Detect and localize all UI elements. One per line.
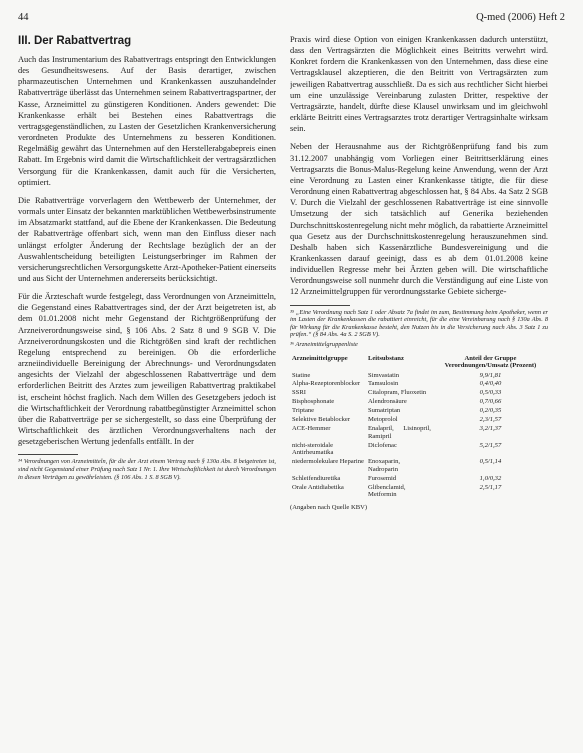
lead-substance-cell: Tamsulosin bbox=[367, 380, 399, 388]
footnote: ³⁵ „Eine Verordnung nach Satz 1 oder Absatz 7a findet im zum, Bestimmung beim Apotheker, wenn er im Lasten der Krankenkassen die rabattiert einreicht, für die eine Vereinbarung nach § 130a Abs. 8 für Wirkung für die Krankenkasse besteht, den Nutzen bis in die Versicherung nach Abs. 3 Satz 1 zu prüfen.“ (§ 84 Abs. 4a S. 2 SGB V). bbox=[290, 308, 548, 339]
share-cell: 9,9/1,81 bbox=[479, 371, 502, 379]
share-cell: 1,0/0,32 bbox=[479, 474, 502, 482]
footnote-divider bbox=[290, 305, 350, 306]
body-paragraph: Für die Ärzteschaft wurde festgelegt, dass Verordnungen von Arzneimitteln, die Gegenstand eines Rabattvertrages sind, der der Arzt beigetreten ist, ab dem 01.01.2008 nicht mehr Gegenstand der Richtgrößenprüfung der Arzneiverordnungsweise sind, § 106 Abs. 2 Satz 8 und 9 SGB V. Die Arzneiverordnungskosten und die Richtgrößen sind kraft der rechtlichen Regelung entsprechend zu bereinigen. Ob die erforderliche arzneiindividuelle Bereinigung der Abrechnungs- und Verordnungsdaten angesichts der Vielzahl der abgeschlossenen Rabattverträge und dem erforderlichen Beitritt des Arztes zum jeweiligen Rabattvertrag praktikabel ist, erscheint höchst fraglich. Nach dem Willen des Gesetzgebers jedoch ist die Wirtschaftlichkeit der Verordnung rabattbegünstigter Arzneimittel schon über die Rabattverträge per se sichergestellt, so dass eine Überprüfung der Wirtschaftlichkeit des ärztlichen Verordnungsverhaltens nach der gesetzgeberischen Wertung jedenfalls entfällt. In der bbox=[18, 292, 276, 447]
drug-group-cell: Schleifendiuretika bbox=[292, 474, 341, 482]
table-row bbox=[290, 483, 548, 500]
share-cell: 2,3/1,57 bbox=[479, 416, 502, 424]
journal-reference: Q-med (2006) Heft 2 bbox=[476, 12, 565, 23]
table-row bbox=[290, 371, 548, 380]
lead-substance-cell: Alendronsäure bbox=[367, 398, 407, 406]
drug-group-cell: SSRI bbox=[292, 389, 306, 397]
footnote: ³⁴ Verordnungen von Arzneimitteln, für die der Arzt einem Vertrag nach § 130a Abs. 8 beigetreten ist, sind nicht Gegenstand einer Prüfung nach Satz 1 Nr. 1. Ihre Wirtschaftlichkeit ist durch Verordnungen in diesen Verträgen zu gewährleisten. (§ 106 Abs. 1 S. 8 SGB V). bbox=[18, 458, 276, 481]
section-heading: III. Der Rabattvertrag bbox=[18, 35, 132, 47]
share-cell: 0,2/0,35 bbox=[479, 407, 502, 415]
lead-substance-cell: Simvastatin bbox=[367, 371, 400, 379]
drug-group-table bbox=[290, 354, 548, 500]
drug-group-cell: nicht-steroidale Antirheumatika bbox=[292, 441, 334, 457]
lead-substance-cell: Sumatriptan bbox=[367, 407, 401, 415]
drug-group-cell: Orale Antidiabetika bbox=[292, 483, 344, 491]
drug-group-cell: Bisphosphonate bbox=[292, 398, 335, 406]
column-header: Arzneimittelgruppe bbox=[292, 354, 348, 362]
column-header: Leitsubstanz bbox=[367, 354, 404, 362]
share-cell: 0,4/0,40 bbox=[479, 380, 502, 388]
share-cell: 3,2/1,37 bbox=[479, 424, 502, 432]
table-row bbox=[290, 407, 548, 416]
page-number: 44 bbox=[18, 12, 29, 23]
lead-substance-cell: Citalopram, Fluoxetin bbox=[367, 389, 427, 397]
drug-group-cell: ACE-Hemmer bbox=[292, 424, 331, 432]
drug-group-cell: Triptane bbox=[292, 407, 315, 415]
lead-substance-cell: Diclofenac bbox=[367, 441, 397, 449]
drug-group-cell: Alpha-Rezeptorenblocker bbox=[292, 380, 361, 388]
body-paragraph: Praxis wird diese Option von einigen Krankenkassen dadurch unterstützt, dass den Vertragsärzten die Möglichkeit eines Beitritts verwehrt wird. Konkret fordern die Krankenkassen von den Unternehmen, dass diese eine Vertragsklausel akzeptieren, die den Beitritt von Vertragsärzten zum jeweiligen Rabattvertrag ausschließt. Da es sich aus rechtlicher Sicht hierbei um eine unzulässige Vereinbarung zulasten Dritter, respektive der Vertragsärzte, handelt, dürfte diese Klausel unwirksam und im gleichwohl erklärte Beitritt eines Vertragsarztes trotz derartiger Vertragsinhalte wirksam sein. bbox=[290, 35, 548, 134]
table-row bbox=[290, 380, 548, 389]
right-column bbox=[290, 34, 548, 749]
share-cell: 2,5/1,17 bbox=[479, 483, 502, 491]
drug-group-cell: niedermolekulare Heparine bbox=[292, 458, 364, 466]
share-cell: 0,7/0,66 bbox=[479, 398, 502, 406]
lead-substance-cell: Furosemid bbox=[367, 474, 397, 482]
lead-substance-cell: Metoprolol bbox=[367, 416, 398, 424]
footnote-divider bbox=[18, 454, 78, 455]
share-cell: 5,2/1,57 bbox=[479, 441, 502, 449]
table-caption: ³⁶ Arzneimittelgruppenliste bbox=[290, 340, 358, 348]
lead-substance-cell: Enoxaparin, Nadroparin bbox=[367, 458, 401, 473]
table-row bbox=[290, 398, 548, 407]
table-row bbox=[290, 474, 548, 483]
table-row bbox=[290, 415, 548, 424]
drug-group-cell: Selektive Betablocker bbox=[292, 416, 351, 424]
table-row bbox=[290, 441, 548, 458]
table-row bbox=[290, 424, 548, 441]
table-header-row bbox=[290, 354, 548, 371]
lead-substance-cell: Glibenclamid, Metformin bbox=[367, 483, 406, 499]
table-row bbox=[290, 458, 548, 475]
left-column bbox=[18, 34, 276, 749]
drug-group-cell: Statine bbox=[292, 371, 311, 379]
column-header: Anteil der Gruppe Verordnungen/Umsatz (Prozent) bbox=[444, 354, 537, 370]
share-cell: 0,5/1,14 bbox=[479, 458, 502, 466]
table-row bbox=[290, 389, 548, 398]
body-paragraph: Die Rabattverträge vorverlagern den Wettbewerb der Unternehmer, der vormals unter Einsatz der bekannten marktüblichen Wettbewerbsinstrumente im Absatzmarkt stattfand, auf die Ebene der Krankenkassen. Die Bedeutung der Rabattverträge offenbart sich, wenn man den Einfluss dieser nach unlängst erfolgter Änderung der Rechtslage bezüglich der an der Auswahlentscheidung beteiligten Leistungserbringer im Rahmen der versicherungsrechtlichen Versorgungskette Arzt-Apotheker-Patient einerseits und aus Sicht der Unternehmen andererseits berücksichtigt. bbox=[18, 195, 276, 283]
body-paragraph: Auch das Instrumentarium des Rabattvertrags entspringt den Entwicklungen des Gesundheitswesens. Auf der Basis derartiger, zwischen pharmazeutischen Unternehmen und Krankenkassen auszuhandelnder Rabattverträge überlässt das Unternehmen seinem Rabattvertragspartner, der Kasse, Arzneimittel zu günstigeren Konditionen. Anders gewendet: Die Krankenkasse erhält bei Bestehen eines Rabattvertrags die vertragsgegenständlichen, zu Lasten der Gesetzlichen Krankenversicherung verordneten Produkte des Unternehmens zu besseren Konditionen. Regelmäßig gewährt das Unternehmen auf den Herstellerabgabepreis einen Rabatt. Im Ergebnis wird damit die Wirtschaftlichkeit der vertragsärztlichen Versorgung für die Krankenkassen, damit auch für die Versicherten, optimiert. bbox=[18, 55, 276, 187]
page-header bbox=[18, 12, 565, 32]
lead-substance-cell: Enalapril, Lisinopril, Ramipril bbox=[367, 424, 431, 440]
share-cell: 0,5/0,33 bbox=[479, 389, 502, 397]
table-source: (Angaben nach Quelle KBV) bbox=[290, 503, 368, 511]
body-paragraph: Neben der Herausnahme aus der Richtgrößenprüfung fand bis zum 31.12.2007 unabhängig vom Vorliegen einer Beitrittserklärung eines Vertragsarzts die Bonus-Malus-Regelung keine Anwendung, wenn der Arzt eine Verordnung zu Lasten einer Krankenkasse tätigte, die für diese Verordnung einen Rabattvertrag abgeschlossen hat, § 84 Abs. 4a Satz 2 SGB V. Durch die Vielzahl der geschlossenen Rabattverträge ist eine sinnvolle Umsetzung der sich tatsächlich auf Generika beziehenden Durchschnittskostenregelung nicht mehr möglich, da rabattierte Arzneimittel qua Gesetz aus der Durchschnittskostenregelung herauszunehmen sind. Deshalb haben sich Kassenärztliche Bundesvereinigung und die Krankenkassen darauf geeinigt, dass es ab dem 01.01.2008 keine individuellen Regresse mehr bei Ärzten geben will. Die wirtschaftliche Verordnungsweise soll nunmehr durch die Verständigung auf eine Liste von 12 Arzneimittelgruppen für verordnungsstarke Gebiete sicherge- bbox=[290, 142, 548, 297]
